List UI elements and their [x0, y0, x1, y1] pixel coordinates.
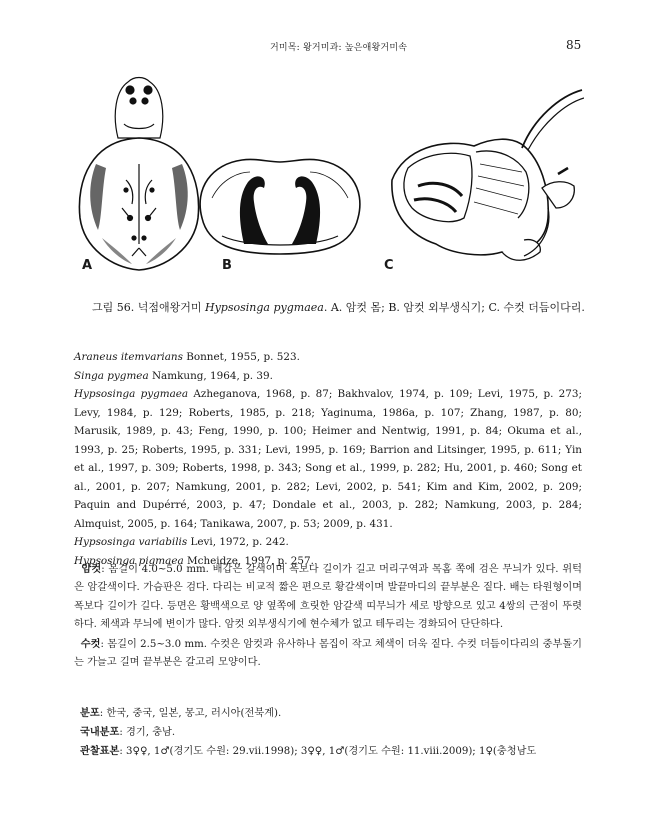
female-body-drawing [79, 78, 198, 271]
synonym-entry [74, 385, 582, 533]
synonymy-list [74, 348, 582, 570]
running-header [0, 40, 652, 56]
caption-species: Hypsosinga pygmaea [205, 301, 324, 314]
female-label: 암컷 [81, 563, 102, 575]
male-label: 수컷 [80, 637, 101, 650]
synonym-entry [74, 348, 582, 367]
synonym-reference: Azheganova, 1968, p. 87; Bakhvalov, 1974, p. 109; Levi, 1975, p. 273; Levy, 1984, p. 129; Roberts, 1985, p. 218; Yaginuma, 1986a, p. 107; Zhang, 1987, p. 80; Marusik, 1989, p. 43; Feng, 1990, p. 100; Heimer and Nentwig, 1991, p. 84; Okuma et al., 1993, p. 25; Roberts, 1995, p. 331; Levi, 1995, p. 169; Barrion and Litsinger, 1995, p. 611; Yin et al., 1997, p. 309; Roberts, 1998, p. 343; Song et al., 1999, p. 282; Hu, 2001, p. 460; Song et al., 2001, p. 207; Namkung, 2001, p. 282; Levi, 2002, p. 541; Kim and Kim, 2002, p. 209; Paquin and Dupérré, 2003, p. 47; Dondale et al., 2003, p. 282; Namkung, 2003, p. 284; Almquist, 2005, p. 164; Tanikawa, 2007, p. 53; 2009, p. 431. [74, 388, 582, 530]
examined-text: : 3♀♀, 1♂(경기도 수원: 29.vii.1998); 3♀♀, 1♂(경기도 수원: 11.viii.2009); 1♀(충청남도 [119, 746, 537, 757]
panel-label-c: C [384, 258, 394, 273]
distribution-line [80, 704, 586, 723]
female-description [74, 560, 582, 635]
male-palp-drawing [392, 90, 584, 260]
synonym-name: Hypsosinga pygmaea [74, 388, 189, 400]
panel-label-b: B [222, 258, 232, 273]
page-number: 85 [566, 38, 582, 52]
distribution-section [80, 704, 586, 761]
running-title: 거미목: 왕거미과: 높은애왕거미속 [270, 43, 408, 53]
figure-illustration [72, 68, 584, 284]
synonym-reference: Bonnet, 1955, p. 523. [182, 351, 300, 363]
panel-label-a: A [82, 258, 93, 273]
synonym-name: Singa pygmea [74, 369, 149, 382]
distribution-label: 분포 [80, 707, 100, 719]
figure-caption [92, 299, 592, 315]
synonym-name: Hypsosinga pigmaea [74, 554, 184, 567]
distribution-text: : 한국, 중국, 일본, 몽고, 러시아(전북계). [99, 708, 282, 719]
korea-distribution-label: 국내분포 [80, 726, 120, 738]
examined-material-line [80, 742, 586, 761]
synonym-name: Hypsosinga variabilis [74, 536, 188, 548]
epigynum-drawing [200, 159, 360, 254]
synonym-entry [74, 533, 582, 552]
caption-suffix: . A. 암컷 몸; B. 암컷 외부생식기; C. 수컷 더듬이다리. [323, 301, 585, 314]
synonym-reference: Mcheidze, 1997, p. 257. [183, 554, 314, 567]
figure-56 [72, 68, 584, 284]
male-text: : 몸길이 2.5~3.0 mm. 수컷은 암컷과 유사하나 몸집이 작고 체색이 더욱 짙다. 수컷 더듬이다리의 중부돌기는 가늘고 길며 끝부분은 갈고리 모양이다. [74, 638, 583, 669]
caption-prefix: 그림 56. 넉점애왕거미 [92, 301, 205, 314]
korea-distribution-line [80, 723, 586, 742]
description [74, 560, 582, 672]
synonym-name: Araneus itemvarians [74, 351, 183, 363]
synonym-entry [74, 367, 582, 386]
synonym-reference: Levi, 1972, p. 242. [187, 536, 289, 548]
male-description [74, 635, 582, 673]
female-text: : 몸길이 4.0~5.0 mm. 배갑은 갈색이며 폭보다 길이가 길고 머리구역과 목홈 쪽에 검은 무늬가 있다. 위턱은 암갈색이다. 가슴판은 검다. 다리는 비교적 짧은 편으로 황갈색이며 발끝마디의 끝부분은 짙다. 배는 타원형이며 폭보다 길이가 길다. 등면은 황백색으로 양 옆쪽에 흐릿한 암갈색 띠무늬가 세로 방향으로 있고 4쌍의 근점이 뚜렷하다. 체색과 무늬에 변이가 많다. 암컷 외부생식기에 현수체가 없고 테두리는 경화되어 단단하다. [74, 564, 582, 631]
examined-label: 관찰표본 [80, 745, 120, 757]
korea-distribution-text: : 경기, 충남. [119, 727, 176, 738]
synonym-reference: Namkung, 1964, p. 39. [148, 369, 273, 382]
